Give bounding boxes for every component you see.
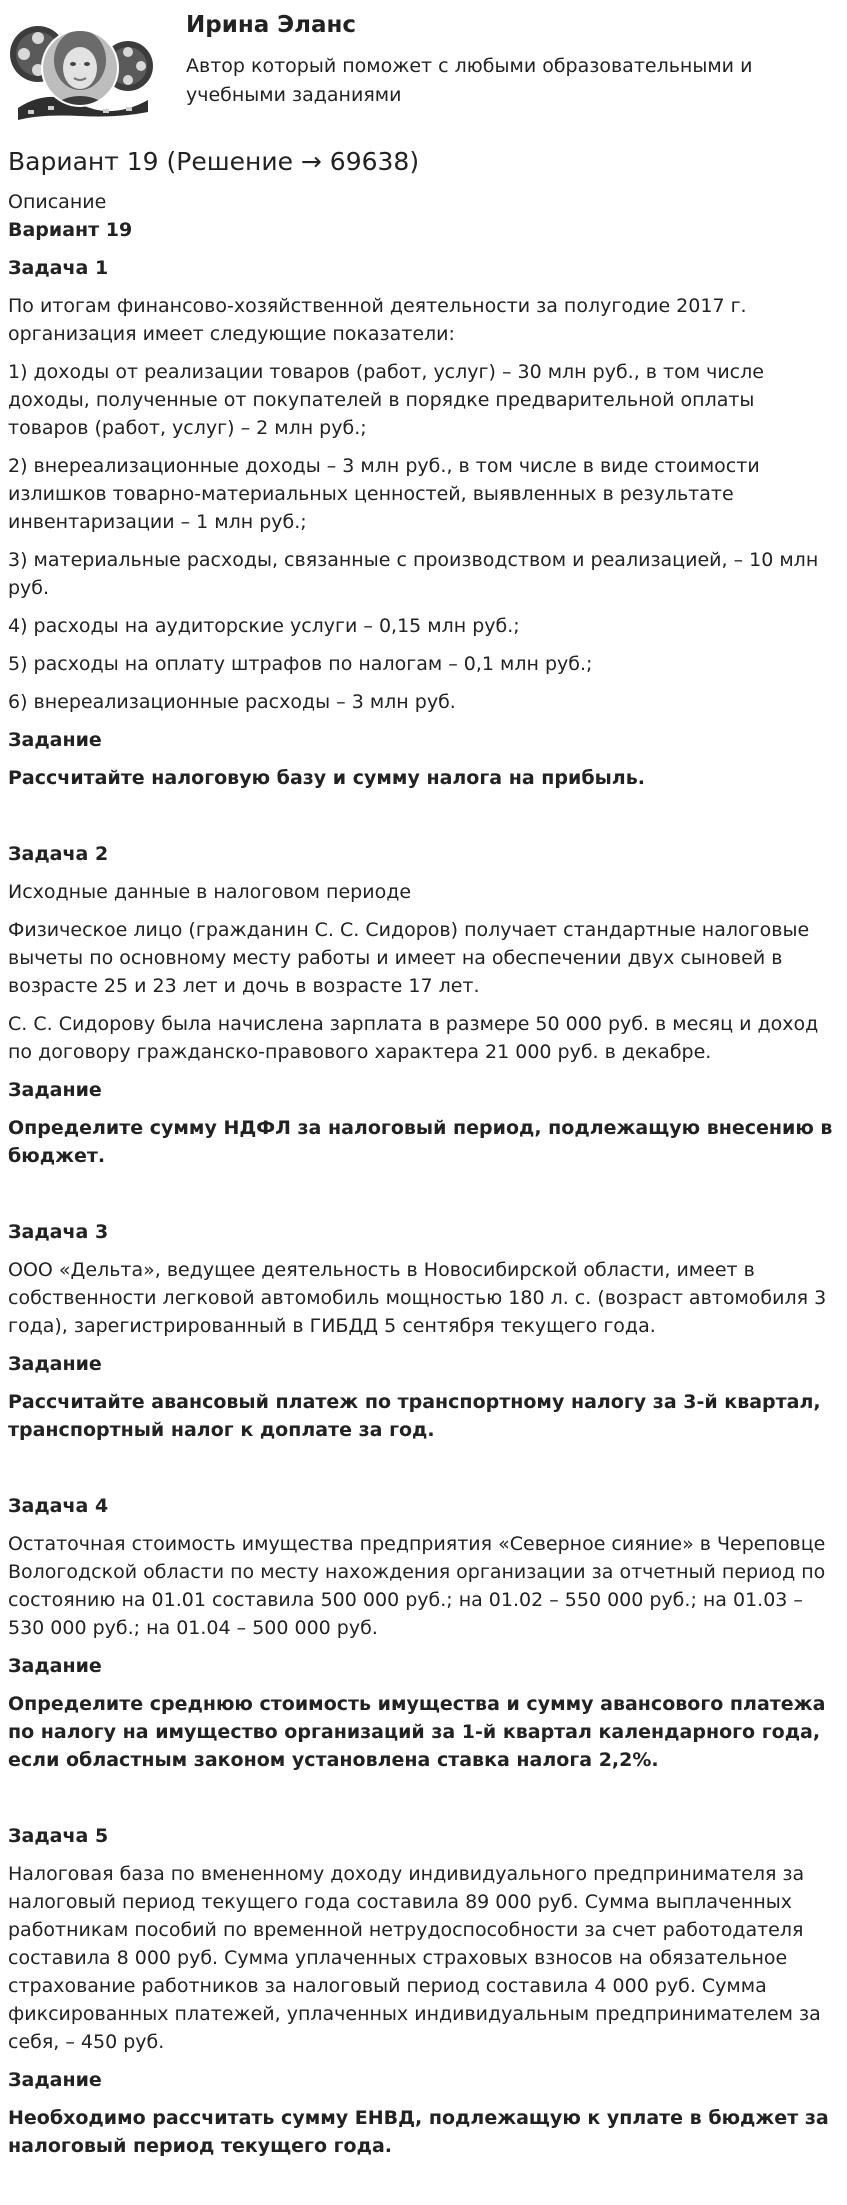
task-section xyxy=(8,1822,839,2160)
task-paragraph: По итогам финансово-хозяйственной деятельности за полугодие 2017 г. организация имеет следующие показатели: xyxy=(8,295,747,345)
task-section xyxy=(8,1218,839,1444)
task-assignment-text: Определите сумму НДФЛ за налоговый период, подлежащую внесению в бюджет. xyxy=(8,1117,833,1167)
avatar[interactable] xyxy=(8,8,156,128)
author-block xyxy=(8,0,839,128)
task-heading: Задача 5 xyxy=(8,1825,109,1847)
task-paragraph: Исходные данные в налоговом периоде xyxy=(8,881,412,903)
task-paragraph: 1) доходы от реализации товаров (работ, услуг) – 30 млн руб., в том числе доходы, полученные от покупателей в порядке предварительной оплаты товаров (работ, услуг) – 2 млн руб.; xyxy=(8,361,764,439)
task-heading: Задача 2 xyxy=(8,843,109,865)
task-section xyxy=(8,840,839,1170)
task-assignment-label: Задание xyxy=(8,1353,102,1375)
section-gap xyxy=(8,1784,839,1822)
task-assignment-label: Задание xyxy=(8,1655,102,1677)
author-description: Автор который поможет с любыми образовательными и учебными заданиями xyxy=(186,55,753,106)
section-gap xyxy=(8,802,839,840)
task-paragraph: 6) внереализационные расходы – 3 млн руб. xyxy=(8,691,456,713)
task-assignment-label: Задание xyxy=(8,2069,102,2091)
task-assignment-label: Задание xyxy=(8,729,102,751)
task-paragraph: Физическое лицо (гражданин С. С. Сидоров) получает стандартные налоговые вычеты по основному месту работы и имеет на обеспечении двух сыновей в возрасте 25 и 23 лет и дочь в возрасте 17 лет. xyxy=(8,919,810,997)
task-paragraph: 2) внереализационные доходы – 3 млн руб., в том числе в виде стоимости излишков товарно-материальных ценностей, выявленных в результате инвентаризации – 1 млн руб.; xyxy=(8,455,760,533)
task-paragraph: Остаточная стоимость имущества предприятия «Северное сияние» в Череповце Вологодской области по месту нахождения организации за отчетный период по состоянию на 01.01 составила 500 000 руб.; на 01.02 – 550 000 руб.; на 01.03 – 530 000 руб.; на 01.04 – 500 000 руб. xyxy=(8,1533,826,1639)
task-assignment-label: Задание xyxy=(8,1079,102,1101)
task-assignment-text: Рассчитайте налоговую базу и сумму налога на прибыль. xyxy=(8,767,645,789)
task-heading: Задача 4 xyxy=(8,1495,109,1517)
task-section xyxy=(8,1492,839,1774)
section-gap xyxy=(8,1180,839,1218)
task-paragraph: 4) расходы на аудиторские услуги – 0,15 млн руб.; xyxy=(8,615,520,637)
task-paragraph: 5) расходы на оплату штрафов по налогам – 0,1 млн руб.; xyxy=(8,653,593,675)
task-assignment-text: Определите среднюю стоимость имущества и сумму авансового платежа по налогу на имущество организаций за 1-й квартал календарного года, если областным законом установлена ставка налога 2,2%. xyxy=(8,1693,826,1771)
task-paragraph: ООО «Дельта», ведущее деятельность в Новосибирской области, имеет в собственности легковой автомобиль мощностью 180 л. с. (возраст автомобиля 3 года), зарегистрированный в ГИБДД 5 сентября текущего года. xyxy=(8,1259,827,1337)
task-paragraph: Налоговая база по вмененному доходу индивидуального предпринимателя за налоговый период текущего года составила 89 000 руб. Сумма выплаченных работникам пособий по временной нетрудоспособности за счет работодателя составила 8 000 руб. Сумма уплаченных страховых взносов на обязательное страхование работников за налоговый период составила 4 000 руб. Сумма фиксированных платежей, уплаченных индивидуальным предпринимателем за себя, – 450 руб. xyxy=(8,1863,821,2053)
task-assignment-text: Рассчитайте авансовый платеж по транспортному налогу за 3-й квартал, транспортный налог к доплате за год. xyxy=(8,1391,821,1441)
page-title: Вариант 19 (Решение → 69638) xyxy=(8,147,420,176)
author-name[interactable]: Ирина Эланс xyxy=(186,12,357,38)
task-assignment-text: Необходимо рассчитать сумму ЕНВД, подлежащую к уплате в бюджет за налоговый период текущего года. xyxy=(8,2107,829,2157)
variant-heading: Вариант 19 xyxy=(8,219,133,241)
task-paragraph: С. С. Сидорову была начислена зарплата в размере 50 000 руб. в месяц и доход по договору гражданско-правового характера 21 000 руб. в декабре. xyxy=(8,1013,819,1063)
section-gap xyxy=(8,1454,839,1492)
task-paragraph: 3) материальные расходы, связанные с производством и реализацией, – 10 млн руб. xyxy=(8,549,819,599)
author-info xyxy=(186,8,786,110)
task-heading: Задача 3 xyxy=(8,1221,109,1243)
avatar-image xyxy=(8,8,156,128)
description-label: Описание xyxy=(8,191,107,213)
task-heading: Задача 1 xyxy=(8,257,109,279)
task-section xyxy=(8,254,839,792)
